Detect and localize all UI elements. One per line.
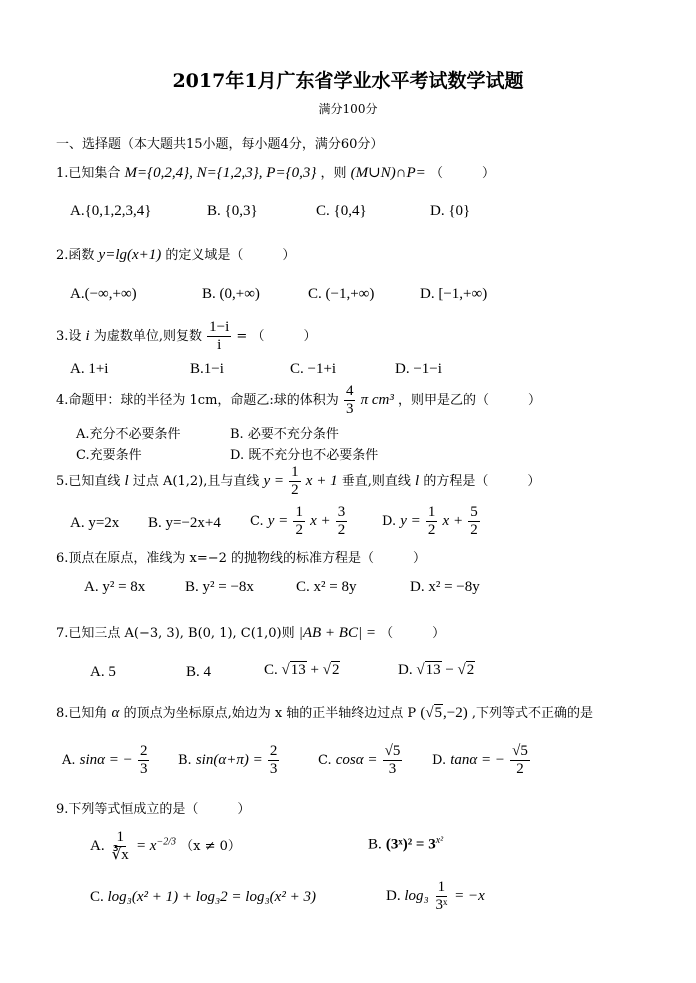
q4-numerator: 4	[345, 383, 354, 399]
question-7	[56, 622, 445, 642]
q4-expression: π cm³	[360, 392, 394, 408]
q7-option-b: B. 4	[186, 664, 212, 680]
q8-option-b	[178, 744, 280, 777]
q1-option-d: D. {0}	[430, 203, 471, 219]
q3-stem-c: = （ ）	[236, 329, 317, 344]
q3-stem-a: 3.设	[56, 329, 82, 344]
q4-option-b: B. 必要不充分条件	[230, 427, 339, 442]
q1-option-c: C. {0,4}	[316, 203, 367, 219]
q5-option-d-fraction-2	[468, 505, 480, 538]
q1-stem-a: 1.已知集合	[56, 166, 121, 181]
q4-fraction	[344, 384, 356, 417]
q5-option-a: A. y=2x	[70, 515, 120, 531]
q8-var: α	[111, 705, 120, 721]
q1-option-b: B. {0,3}	[207, 203, 258, 219]
q5-option-d-mid: x +	[442, 513, 464, 529]
q9-option-a-rhs: = x	[135, 838, 157, 854]
q7-option-c-radicand-2: 2	[331, 662, 340, 678]
page-subtitle: 满分100分	[318, 102, 378, 116]
q9-option-b-exponent: x²	[435, 835, 444, 846]
q1-expression-2: (M∪N)∩P=	[350, 165, 426, 181]
q8-option-b-den: 3	[269, 761, 278, 777]
question-3	[56, 320, 316, 353]
q7-blank: （ ）	[380, 626, 446, 641]
q5-stem-b: 过点 A(1,2),且与直线	[132, 474, 260, 489]
q5-option-d-num-2: 5	[470, 504, 478, 520]
q9-option-b-label: B.	[368, 836, 382, 853]
q1-stem-b: ，则	[320, 166, 347, 181]
q4-stem-b: ，则甲是乙的（ ）	[397, 393, 541, 408]
question-5	[56, 465, 540, 498]
q9-option-d-rhs: = −x	[454, 887, 485, 904]
q7-option-a: A. 5	[90, 664, 116, 680]
q3-numerator: 1−i	[209, 319, 230, 335]
q5-numerator: 1	[291, 464, 299, 480]
q7-stem: 7.已知三点 A(−3, 3), B(0, 1), C(1,0)则	[56, 626, 295, 641]
q6-option-d: D. x² = −8y	[410, 579, 480, 595]
q8-option-d-den: 2	[516, 761, 524, 777]
q8-stem-a: 8.已知角	[56, 706, 108, 721]
q2-stem-b: 的定义域是（ ）	[165, 248, 296, 263]
q8-option-a-fraction	[138, 744, 150, 777]
q9-option-d-den: 3ˣ	[435, 897, 448, 913]
q5-stem-c: 垂直,则直线	[341, 474, 411, 489]
q8-option-d-fraction	[510, 744, 530, 777]
q4-denominator: 3	[345, 401, 354, 417]
q5-option-c-fraction-2	[336, 505, 348, 538]
q4-option-a: A.充分不必要条件	[76, 427, 181, 442]
q9-option-c	[90, 889, 316, 906]
question-2	[56, 244, 295, 264]
q5-option-c-num-2: 3	[337, 504, 346, 520]
q8-option-c	[318, 744, 403, 777]
q5-option-d-lhs: y =	[400, 513, 421, 529]
q9-option-d-num: 1	[437, 879, 446, 895]
q9-option-d-label: D.	[386, 887, 401, 904]
q9-option-b-expression: (3ˣ)² = 3	[385, 836, 436, 853]
q1-blank: （ ）	[429, 166, 495, 181]
q2-option-b: B. (0,+∞)	[202, 286, 260, 302]
q7-option-c-sqrt-2: √2	[322, 662, 340, 678]
q7-option-c-sqrt-1: √13	[281, 662, 306, 678]
q9-option-a-den: ∛x	[111, 847, 129, 863]
q1-expression: M={0,2,4}, N={1,2,3}, P={0,3}	[124, 165, 317, 181]
q5-option-d-fraction-1	[426, 505, 438, 538]
q8-point-sqrt: √5	[425, 705, 443, 721]
q8-option-d-label: D.	[432, 753, 447, 768]
q5-option-d-den-2: 2	[470, 522, 478, 538]
section-heading: 一、选择题（本大题共15小题，每小题4分，满分60分）	[56, 137, 384, 152]
q7-option-c-label: C.	[264, 662, 278, 678]
q5-stem-d: 的方程是（ ）	[423, 474, 541, 489]
q5-option-c-lhs: y =	[267, 513, 289, 529]
q9-option-d	[386, 880, 485, 913]
q5-option-c-den-2: 2	[337, 522, 346, 538]
q7-option-d-radicand-2: 2	[466, 662, 475, 678]
q2-stem-a: 2.函数	[56, 248, 95, 263]
q6-option-b: B. y² = −8x	[185, 579, 254, 595]
q5-option-d	[382, 505, 481, 538]
q9-option-a-fraction	[110, 830, 131, 863]
q8-point-close: ,−2)	[443, 705, 468, 721]
q7-option-d-op: −	[445, 662, 454, 678]
q8-option-d-lhs: tanα = −	[450, 752, 506, 768]
question-9: 9.下列等式恒成立的是（ ）	[56, 802, 251, 817]
q5-var-2: l	[415, 473, 420, 489]
q5-option-c	[250, 505, 348, 538]
q8-option-c-fraction	[383, 744, 403, 777]
q9-option-c-label: C.	[90, 889, 104, 905]
q8-option-a-lhs: sinα = −	[79, 752, 133, 768]
q8-option-a-den: 3	[139, 761, 148, 777]
q8-option-b-label: B.	[178, 753, 192, 768]
q8-option-a	[62, 744, 150, 777]
q8-option-d	[432, 744, 531, 777]
q5-option-c-fraction-1	[293, 505, 305, 538]
question-6: 6.顶点在原点，准线为 x=−2 的抛物线的标准方程是（ ）	[56, 551, 427, 566]
q5-var: l	[124, 473, 129, 489]
q5-option-d-label: D.	[382, 514, 397, 529]
q9-option-a-condition: （x ≠ 0）	[180, 839, 241, 854]
q5-option-c-mid: x +	[310, 513, 331, 529]
q6-option-a: A. y² = 8x	[84, 579, 146, 595]
q2-option-c: C. (−1,+∞)	[308, 286, 375, 302]
q9-option-a-num: 1	[116, 829, 125, 845]
q8-stem-c: ,下列等式不正确的是	[471, 706, 594, 721]
q7-option-d-sqrt-1: √13	[416, 662, 441, 678]
q8-point-open: (	[420, 705, 426, 721]
q8-option-d-num: √5	[512, 743, 528, 759]
q7-option-d-label: D.	[398, 662, 413, 678]
q5-option-c-label: C.	[250, 514, 264, 529]
q9-option-d-lhs: log₃	[404, 887, 429, 904]
q5-option-d-den-1: 2	[427, 522, 436, 538]
question-4	[56, 384, 541, 417]
q9-option-b	[368, 835, 443, 853]
q1-option-a: A.{0,1,2,3,4}	[70, 203, 152, 219]
q5-lhs: y =	[263, 473, 285, 489]
q3-option-b: B.1−i	[190, 361, 224, 377]
q7-vector-expression: |AB + BC| =	[298, 625, 376, 641]
q9-option-a-exponent: −2/3	[156, 836, 176, 848]
q2-option-d: D. [−1,+∞)	[420, 286, 488, 302]
q2-expression: y=lg(x+1)	[98, 247, 162, 263]
q9-option-d-fraction	[433, 880, 449, 913]
q3-stem-b: 为虚数单位,则复数	[93, 329, 202, 344]
q9-option-a	[90, 830, 241, 863]
page-title: 2017年1月广东省学业水平考试数学试题	[172, 70, 524, 92]
q7-option-c	[264, 662, 340, 679]
q3-denominator: i	[217, 337, 222, 353]
q3-option-d: D. −1−i	[395, 361, 442, 377]
q9-option-c-expression: log₃(x² + 1) + log₃2 = log₃(x² + 3)	[107, 889, 316, 905]
q3-option-c: C. −1+i	[290, 361, 337, 377]
q5-option-d-num-1: 1	[427, 504, 436, 520]
q4-option-d: D. 既不充分也不必要条件	[230, 448, 379, 463]
q8-stem-b: 的顶点为坐标原点,始边为 x 轴的正半轴终边过点 P	[123, 706, 417, 721]
q6-option-c: C. x² = 8y	[296, 579, 357, 595]
q7-option-c-radicand-1: 13	[290, 662, 306, 678]
q8-point-radicand: 5	[434, 705, 443, 721]
q7-option-d	[398, 662, 475, 679]
q5-option-c-den-1: 2	[295, 522, 303, 538]
q7-option-d-sqrt-2: √2	[457, 662, 475, 678]
question-1	[56, 162, 495, 182]
q3-fraction	[207, 320, 231, 353]
q5-stem-a: 5.已知直线	[56, 474, 121, 489]
q5-fraction	[289, 465, 301, 498]
q8-option-a-label: A.	[62, 753, 76, 768]
q4-option-c: C.充要条件	[76, 448, 142, 463]
q8-option-c-den: 3	[388, 761, 397, 777]
q8-option-c-num: √5	[384, 743, 401, 759]
q8-option-b-num: 2	[269, 743, 278, 759]
q5-rhs: x + 1	[305, 473, 338, 489]
q8-option-b-fraction	[268, 744, 280, 777]
question-8	[56, 702, 593, 722]
q5-denominator: 2	[291, 482, 299, 498]
q2-option-a: A.(−∞,+∞)	[70, 286, 137, 302]
q7-option-c-op: +	[310, 662, 319, 678]
q8-option-c-lhs: cosα =	[335, 752, 378, 768]
q3-option-a: A. 1+i	[70, 361, 109, 377]
q5-option-b: B. y=−2x+4	[148, 515, 221, 531]
q8-option-a-num: 2	[139, 743, 148, 759]
q4-stem-a: 4.命题甲：球的半径为 1cm，命题乙:球的体积为	[56, 393, 339, 408]
q7-option-d-radicand-1: 13	[425, 662, 441, 678]
q9-option-a-label: A.	[90, 838, 105, 854]
q5-option-c-num-1: 1	[295, 504, 303, 520]
q8-option-c-label: C.	[318, 753, 332, 768]
q3-var: i	[85, 328, 90, 344]
q8-option-b-lhs: sin(α+π) =	[195, 752, 263, 768]
